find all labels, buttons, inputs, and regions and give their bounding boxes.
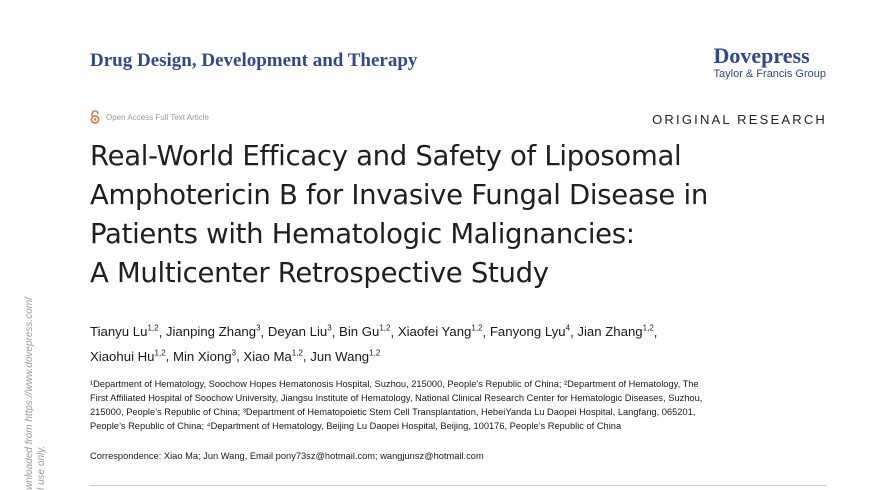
download-sidebar-note [24, 297, 48, 490]
author[interactable]: Jun Wang$^{1,2}$ [310, 348, 381, 364]
author[interactable]: Xiaohui Hu$^{1,2}$ [90, 348, 166, 364]
sidebar-line[interactable]: wnloaded from https://www.dovepress.com/ [24, 297, 35, 490]
open-access-label: Open Access Full Text Article [106, 112, 210, 122]
open-access-icon [90, 110, 100, 124]
author-line-1: Tianyu Lu$^{1,2}$, Jianping Zhang$^3$, Deyan Liu$^3$, Bin Gu$^{1,2}$, Xiaofei Yang$^{1,2}$, Fanyong Lyu$^4$, Jian Zhang$^{1,2}$, [90, 324, 658, 340]
publisher-logo[interactable] [714, 44, 826, 81]
affiliation-line: People’s Republic of China; ⁴Department of Hematology, Beijing Lu Daopei Hospital, Beijing, 100176, People’s Republic of China [90, 421, 622, 431]
author-line-2: Xiaohui Hu$^{1,2}$, Min Xiong$^3$, Xiao Ma$^{1,2}$, Jun Wang$^{1,2}$ [90, 348, 381, 364]
affiliation-line: ¹Department of Hematology, Soochow Hopes Hematonosis Hospital, Suzhou, 215000, People’s Republic of China; ²Department of Hematology, The [90, 379, 699, 389]
title-line: Real-World Efficacy and Safety of Liposomal [90, 140, 682, 172]
correspondence[interactable]: Correspondence: Xiao Ma; Jun Wang, Email pony73sz@hotmail.com; wangjunsz@hotmail.com [90, 451, 484, 461]
affiliation-line: 215000, People’s Republic of China; ³Department of Hematopoietic Stem Cell Transplantation, HebeiYanda Lu Daopei Hospital, Langfang, 065201, [90, 407, 696, 417]
publisher-name: Dovepress [713, 43, 810, 68]
journal-title: Drug Design, Development and Therapy [90, 50, 418, 71]
affiliations [90, 377, 835, 433]
author[interactable]: Min Xiong$^3$ [172, 348, 237, 364]
affiliation-line: First Affiliated Hospital of Soochow University, Jiangsu Institute of Hematology, National Clinical Research Center for Hematologic Diseases, Suzhou, [90, 393, 703, 403]
publisher-subtitle: Taylor & Francis Group [713, 68, 826, 80]
author[interactable]: Xiao Ma$^{1,2}$ [243, 348, 303, 364]
title-line: Patients with Hematologic Malignancies: [90, 218, 635, 250]
open-access-badge [90, 110, 209, 124]
author[interactable]: Tianyu Lu$^{1,2}$ [90, 324, 159, 340]
sidebar-line: l use only. [36, 445, 47, 490]
author[interactable]: Xiaofei Yang$^{1,2}$ [397, 324, 483, 340]
article-type: ORIGINAL RESEARCH [652, 112, 827, 127]
divider [90, 485, 827, 486]
author-list [90, 318, 830, 367]
author[interactable]: Bin Gu$^{1,2}$ [339, 324, 391, 340]
author[interactable]: Jian Zhang$^{1,2}$ [577, 324, 654, 340]
author[interactable]: Fanyong Lyu$^4$ [489, 324, 571, 340]
title-line: Amphotericin B for Invasive Fungal Disease in [90, 179, 708, 211]
article-title [90, 137, 830, 293]
title-line: A Multicenter Retrospective Study [90, 257, 549, 289]
author[interactable]: Deyan Liu$^3$ [267, 324, 332, 340]
author[interactable]: Jianping Zhang$^3$ [165, 324, 261, 340]
